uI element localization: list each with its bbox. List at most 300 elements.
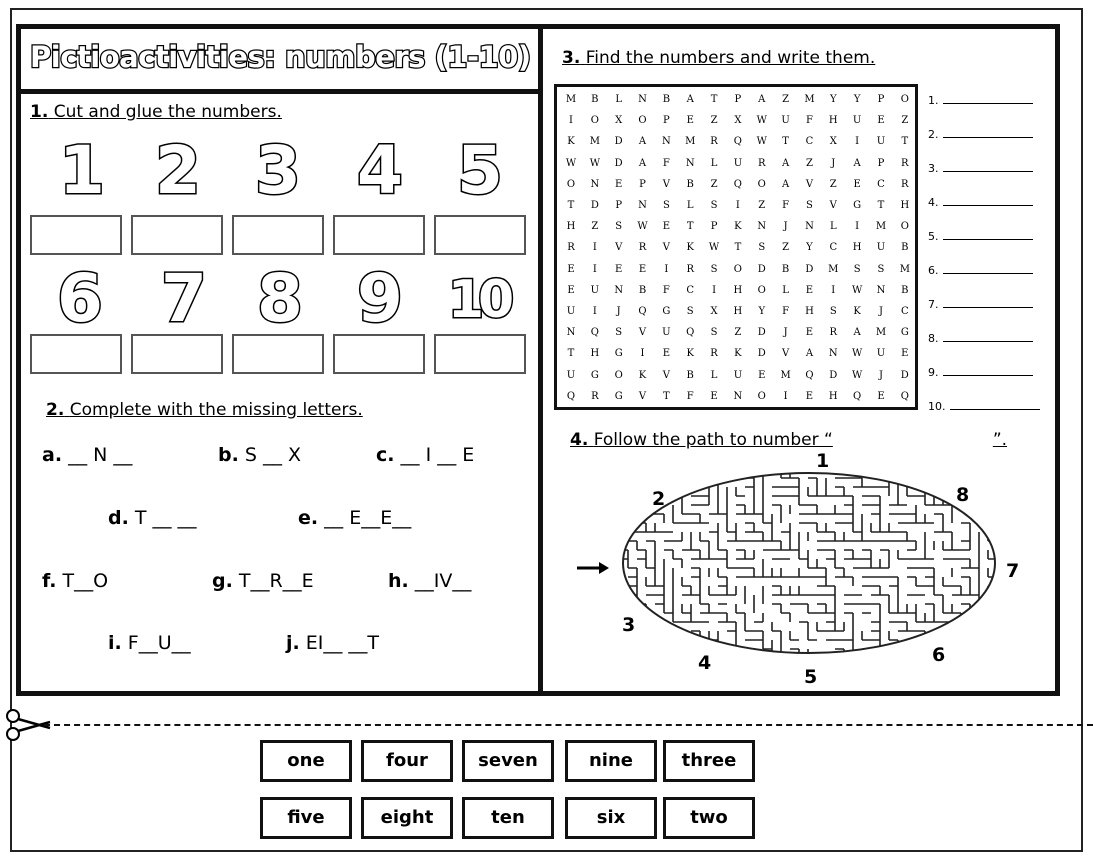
word-search-letter[interactable]: H — [900, 200, 910, 211]
word-search-letter[interactable]: P — [639, 178, 646, 190]
word-search-letter[interactable]: O — [900, 221, 909, 233]
word-search-letter[interactable]: D — [614, 157, 623, 169]
word-search-letter[interactable]: J — [783, 221, 788, 233]
word-search-letter[interactable]: I — [783, 390, 788, 402]
word-search-letter[interactable]: B — [901, 242, 909, 254]
arrow-icon-head — [599, 562, 609, 574]
word-search-letter[interactable]: T — [710, 94, 718, 105]
word-search-letter[interactable]: K — [686, 348, 694, 360]
word-search-row — [561, 386, 915, 407]
word-search-letter[interactable]: Z — [782, 94, 790, 105]
word-search-letter[interactable]: N — [757, 221, 767, 233]
missing-item: b. S __ X — [218, 444, 302, 466]
word-search-letter[interactable]: O — [566, 178, 576, 190]
missing-item: j. EI__ __T — [286, 632, 380, 654]
word-search-letter[interactable]: W — [851, 369, 863, 381]
word-search-letter[interactable]: I — [592, 306, 597, 317]
word-search-letter[interactable]: P — [734, 94, 742, 105]
word-search-letter[interactable]: K — [734, 348, 742, 360]
word-search-row — [561, 216, 915, 237]
word-search-letter[interactable]: A — [758, 94, 766, 105]
word-search-letter[interactable]: Y — [806, 242, 813, 254]
word-search-letter[interactable]: S — [829, 306, 837, 317]
word-search-letter[interactable]: U — [566, 306, 576, 317]
word-search-letter[interactable]: S — [710, 263, 718, 275]
word-search-letter[interactable]: Z — [901, 115, 909, 127]
word-search-letter[interactable]: X — [615, 115, 623, 127]
answer-line[interactable]: 6. — [928, 264, 1033, 277]
number-10: 10 — [447, 270, 509, 330]
answer-line[interactable]: 5. — [928, 230, 1033, 243]
word-card[interactable]: two — [663, 797, 755, 839]
word-search-row — [561, 365, 915, 386]
word-search-letter[interactable]: C — [900, 306, 909, 317]
word-search-letter[interactable]: M — [899, 263, 910, 275]
answer-line[interactable]: 7. — [928, 298, 1033, 311]
word-search-letter[interactable]: R — [901, 157, 909, 169]
missing-item: i. F__U__ — [108, 632, 191, 654]
word-search-letter[interactable]: R — [686, 263, 694, 275]
word-search-letter[interactable]: B — [901, 284, 909, 296]
word-search-letter[interactable]: I — [735, 200, 740, 211]
word-search-letter[interactable]: S — [806, 200, 813, 211]
word-search-letter[interactable]: O — [757, 284, 766, 296]
word-search-letter[interactable]: Q — [686, 327, 695, 339]
word-search-letter[interactable]: O — [757, 390, 766, 402]
word-search-letter[interactable]: Z — [710, 178, 718, 190]
word-search-letter[interactable]: Z — [782, 242, 790, 254]
word-search-row — [561, 259, 915, 280]
word-search-letter[interactable]: N — [638, 94, 647, 105]
number-9: 9 — [357, 260, 403, 337]
word-search-letter[interactable]: N — [662, 136, 671, 148]
word-search-letter[interactable]: E — [805, 327, 814, 339]
section1-heading: 1. Cut and glue the numbers. — [30, 102, 282, 122]
word-search-letter[interactable]: W — [708, 242, 720, 254]
word-search-letter[interactable]: U — [566, 369, 576, 381]
word-search-letter[interactable]: S — [710, 200, 718, 211]
number-4: 4 — [357, 132, 403, 209]
word-search-letter[interactable]: E — [567, 263, 575, 275]
word-search-letter[interactable]: I — [569, 115, 573, 127]
word-search-letter[interactable]: K — [686, 242, 694, 254]
word-search-letter[interactable]: N — [828, 348, 838, 360]
word-search-letter[interactable]: P — [877, 157, 885, 169]
number-6: 6 — [57, 260, 103, 337]
word-search-letter[interactable]: M — [589, 136, 600, 148]
word-search-row — [561, 174, 915, 195]
word-search-letter[interactable]: U — [590, 284, 600, 296]
word-search-letter[interactable]: H — [733, 306, 743, 317]
word-search-letter[interactable]: S — [877, 263, 885, 275]
word-search-letter[interactable]: N — [805, 221, 814, 233]
word-search-letter[interactable]: V — [662, 178, 670, 190]
missing-item: e. __ E__E__ — [298, 507, 412, 529]
word-search-letter[interactable]: B — [781, 263, 790, 275]
word-search-letter[interactable]: F — [662, 157, 670, 169]
word-search-letter[interactable]: R — [757, 157, 766, 169]
word-search-letter[interactable]: U — [876, 242, 886, 254]
word-search-letter[interactable]: R — [829, 327, 838, 339]
maze-label-1: 1 — [816, 450, 830, 472]
word-search-letter[interactable]: T — [686, 221, 694, 233]
word-search-row — [561, 153, 915, 174]
word-search-letter[interactable]: G — [853, 200, 862, 211]
word-search-letter[interactable]: N — [614, 284, 624, 296]
word-search-letter[interactable]: X — [734, 115, 742, 127]
word-search-letter[interactable]: U — [781, 115, 790, 127]
word-search-letter[interactable]: N — [590, 178, 600, 190]
word-search-letter[interactable]: S — [710, 327, 718, 339]
word-search-letter[interactable]: D — [590, 200, 599, 211]
word-search-grid — [554, 84, 918, 410]
word-card[interactable]: five — [260, 797, 352, 839]
word-search-letter[interactable]: I — [592, 242, 597, 254]
maze-label-8: 8 — [956, 484, 970, 506]
word-search-letter[interactable]: S — [615, 221, 623, 233]
word-search-letter[interactable]: O — [733, 263, 742, 275]
word-search-letter[interactable]: E — [686, 115, 694, 127]
word-search-letter[interactable]: V — [615, 242, 623, 254]
word-search-letter[interactable]: K — [567, 136, 575, 148]
glue-box[interactable] — [30, 215, 122, 255]
word-search-letter[interactable]: V — [829, 200, 837, 211]
word-search-letter[interactable]: E — [615, 263, 623, 275]
word-search-letter[interactable]: T — [877, 200, 885, 211]
glue-box[interactable] — [333, 215, 425, 255]
word-search-letter[interactable]: H — [828, 390, 838, 402]
word-search-letter[interactable]: E — [805, 390, 814, 402]
word-search-letter[interactable]: H — [733, 284, 743, 296]
word-search-letter[interactable]: L — [710, 369, 718, 381]
missing-item: g. T__R__E — [212, 570, 314, 592]
word-search-letter[interactable]: M — [685, 136, 696, 148]
word-search-letter[interactable]: N — [566, 327, 576, 339]
word-search-letter[interactable]: J — [878, 369, 883, 381]
word-search-letter[interactable]: O — [614, 369, 623, 381]
maze-label-6: 6 — [932, 644, 946, 666]
word-search-row — [561, 280, 915, 301]
word-search-row — [561, 110, 915, 131]
number-1: 1 — [59, 132, 105, 209]
word-search-letter[interactable]: G — [900, 327, 909, 339]
word-search-letter[interactable]: I — [592, 263, 597, 275]
word-search-letter[interactable]: J — [616, 306, 621, 317]
word-search-letter[interactable]: P — [615, 200, 623, 211]
word-search-letter[interactable]: I — [664, 263, 669, 275]
word-search-letter[interactable]: Q — [638, 306, 647, 317]
word-search-letter[interactable]: G — [614, 390, 623, 402]
word-search-letter[interactable]: Z — [829, 178, 837, 190]
word-search-letter[interactable]: Q — [566, 390, 576, 402]
word-search-letter[interactable]: F — [686, 390, 694, 402]
word-search-letter[interactable]: E — [901, 348, 909, 360]
word-search-letter[interactable]: U — [876, 136, 886, 148]
word-search-letter[interactable]: K — [853, 306, 861, 317]
word-search-letter[interactable]: Y — [853, 94, 861, 105]
word-search-letter[interactable]: T — [567, 200, 575, 211]
word-search-letter[interactable]: Q — [733, 178, 742, 190]
word-search-letter[interactable]: E — [662, 348, 671, 360]
glue-box[interactable] — [232, 334, 324, 374]
answer-line[interactable]: 9. — [928, 366, 1033, 379]
word-search-letter[interactable]: E — [805, 284, 814, 296]
word-search-letter[interactable]: H — [852, 242, 862, 254]
word-search-letter[interactable]: E — [758, 369, 766, 381]
word-search-letter[interactable]: D — [757, 263, 766, 275]
glue-box[interactable] — [232, 215, 324, 255]
word-search-letter[interactable]: S — [853, 263, 861, 275]
word-search-letter[interactable]: J — [831, 157, 836, 169]
word-card[interactable]: seven — [462, 740, 554, 782]
word-search-letter[interactable]: G — [614, 348, 623, 360]
word-search-letter[interactable]: W — [637, 221, 648, 233]
word-search-letter[interactable]: F — [782, 200, 790, 211]
word-search-letter[interactable]: U — [733, 369, 743, 381]
word-search-letter[interactable]: K — [638, 369, 647, 381]
word-search-letter[interactable]: B — [662, 94, 671, 105]
word-search-letter[interactable]: M — [780, 369, 791, 381]
glue-box[interactable] — [131, 334, 223, 374]
word-search-letter[interactable]: V — [638, 390, 647, 402]
word-search-letter[interactable]: K — [734, 221, 742, 233]
word-search-letter[interactable]: A — [638, 157, 647, 169]
word-search-letter[interactable]: Z — [710, 115, 718, 127]
word-search-letter[interactable]: C — [829, 242, 838, 254]
word-search-letter[interactable]: G — [662, 306, 671, 317]
answer-line[interactable]: 3. — [928, 162, 1033, 175]
word-search-letter[interactable]: I — [640, 348, 645, 360]
word-search-letter[interactable]: E — [710, 390, 718, 402]
word-search-letter[interactable]: I — [855, 136, 860, 148]
word-search-letter[interactable]: C — [877, 178, 885, 190]
word-search-letter[interactable]: E — [615, 178, 623, 190]
missing-item: c. __ I __ E — [376, 444, 475, 466]
word-search-letter[interactable]: V — [662, 242, 670, 254]
word-search-letter[interactable]: U — [876, 348, 886, 360]
word-search-letter[interactable]: Q — [853, 390, 862, 402]
word-search-letter[interactable]: L — [615, 94, 622, 105]
maze-label-3: 3 — [622, 614, 636, 636]
word-search-letter[interactable]: C — [686, 284, 695, 296]
word-search-letter[interactable]: E — [567, 284, 575, 296]
word-search-letter[interactable]: L — [829, 221, 837, 233]
section2-heading: 2. Complete with the missing letters. — [46, 400, 363, 420]
word-search-letter[interactable]: A — [781, 178, 790, 190]
word-search-letter[interactable]: M — [828, 263, 839, 275]
word-search-letter[interactable]: R — [638, 242, 647, 254]
word-search-letter[interactable]: E — [662, 221, 671, 233]
word-search-letter[interactable]: B — [591, 94, 599, 105]
word-search-letter[interactable]: X — [710, 306, 718, 317]
word-search-letter[interactable]: W — [851, 348, 863, 360]
word-card[interactable]: eight — [361, 797, 453, 839]
word-search-row — [561, 89, 915, 110]
word-search-letter[interactable]: N — [638, 200, 647, 211]
word-card[interactable]: ten — [462, 797, 554, 839]
word-search-letter[interactable]: V — [781, 348, 790, 360]
word-search-letter[interactable]: B — [638, 284, 647, 296]
word-search-letter[interactable]: D — [829, 369, 838, 381]
word-search-letter[interactable]: Q — [590, 327, 599, 339]
missing-item: d. T __ __ — [108, 507, 197, 529]
column-divider — [538, 24, 543, 696]
answer-line[interactable]: 10. — [928, 400, 1040, 413]
glue-box[interactable] — [434, 215, 526, 255]
word-search-letter[interactable]: B — [686, 178, 694, 190]
word-search-letter[interactable]: F — [805, 115, 813, 127]
number-7: 7 — [161, 260, 207, 337]
word-search-letter[interactable]: H — [828, 115, 838, 127]
word-search-letter[interactable]: D — [805, 263, 814, 275]
answer-line[interactable]: 2. — [928, 128, 1033, 141]
word-search-letter[interactable]: L — [782, 284, 789, 296]
word-search-letter[interactable]: Q — [733, 136, 742, 148]
word-search-letter[interactable]: R — [901, 178, 909, 190]
word-search-letter[interactable]: E — [853, 178, 861, 190]
word-search-letter[interactable]: U — [733, 157, 743, 169]
word-search-letter[interactable]: E — [638, 263, 647, 275]
number-2: 2 — [155, 132, 201, 209]
word-search-letter[interactable]: P — [710, 221, 718, 233]
word-search-letter[interactable]: S — [615, 327, 623, 339]
word-card[interactable]: four — [361, 740, 453, 782]
glue-box[interactable] — [434, 334, 526, 374]
glue-box[interactable] — [131, 215, 223, 255]
word-search-letter[interactable]: O — [900, 94, 909, 105]
word-search-letter[interactable]: A — [638, 136, 647, 148]
maze-label-2: 2 — [652, 488, 666, 510]
word-search-letter[interactable]: W — [565, 157, 577, 169]
word-search-letter[interactable]: M — [875, 221, 887, 233]
word-search-letter[interactable]: J — [783, 327, 788, 339]
word-card[interactable]: nine — [565, 740, 657, 782]
glue-box[interactable] — [30, 334, 122, 374]
word-search-letter[interactable]: I — [831, 284, 836, 296]
word-search-letter[interactable]: Z — [758, 200, 766, 211]
word-search-letter[interactable]: R — [710, 348, 718, 360]
word-search-letter[interactable]: Y — [758, 306, 766, 317]
word-search-letter[interactable]: N — [876, 284, 886, 296]
word-search-letter[interactable]: A — [853, 157, 861, 169]
word-search-letter[interactable]: L — [686, 200, 694, 211]
word-search-letter[interactable]: O — [590, 115, 599, 127]
word-search-letter[interactable]: N — [685, 157, 695, 169]
word-search-letter[interactable]: I — [855, 221, 860, 233]
word-search-letter[interactable]: T — [567, 348, 575, 360]
word-search-letter[interactable]: W — [756, 136, 767, 148]
word-search-letter[interactable]: T — [663, 390, 670, 402]
answer-line[interactable]: 1. — [928, 94, 1033, 107]
word-search-letter[interactable]: O — [757, 178, 766, 190]
word-search-letter[interactable]: Y — [829, 94, 837, 105]
word-search-letter[interactable]: B — [686, 369, 694, 381]
word-search-letter[interactable]: W — [756, 115, 767, 127]
maze-label-5: 5 — [804, 666, 818, 688]
number-3: 3 — [255, 132, 301, 209]
word-search-row — [561, 322, 915, 343]
word-search-letter[interactable]: T — [901, 136, 909, 148]
word-search-letter[interactable]: H — [566, 221, 576, 233]
word-search-letter[interactable]: Z — [734, 327, 742, 339]
word-search-letter[interactable]: Q — [900, 390, 909, 402]
word-search-letter[interactable]: W — [589, 157, 600, 169]
word-search-letter[interactable]: R — [710, 136, 718, 148]
word-search-letter[interactable]: P — [877, 94, 885, 105]
word-search-letter[interactable]: P — [663, 115, 670, 127]
word-search-letter[interactable]: Z — [591, 221, 599, 233]
answer-line[interactable]: 8. — [928, 332, 1033, 345]
word-search-letter[interactable]: R — [591, 390, 599, 402]
word-search-letter[interactable]: E — [877, 390, 885, 402]
word-search-letter[interactable]: G — [590, 369, 599, 381]
word-search-letter[interactable]: R — [567, 242, 575, 254]
word-search-letter[interactable]: U — [662, 327, 671, 339]
word-search-row — [561, 237, 915, 258]
word-search-letter[interactable]: V — [638, 327, 647, 339]
word-search-letter[interactable]: O — [638, 115, 647, 127]
word-card[interactable]: three — [663, 740, 755, 782]
word-search-letter[interactable]: J — [878, 306, 883, 317]
word-search-letter[interactable]: S — [662, 200, 670, 211]
word-search-letter[interactable]: M — [804, 94, 815, 105]
word-search-letter[interactable]: I — [712, 284, 717, 296]
word-card[interactable]: six — [565, 797, 657, 839]
word-search-letter[interactable]: D — [757, 327, 766, 339]
word-search-letter[interactable]: X — [829, 136, 837, 148]
missing-item: a. __ N __ — [42, 444, 133, 466]
word-search-letter[interactable]: U — [852, 115, 862, 127]
glue-box[interactable] — [333, 334, 425, 374]
maze-label-7: 7 — [1006, 560, 1020, 582]
word-search-letter[interactable]: Z — [805, 157, 813, 169]
word-search-letter[interactable]: N — [733, 390, 743, 402]
word-search-letter[interactable]: D — [757, 348, 766, 360]
word-search-letter[interactable]: A — [853, 327, 861, 339]
word-search-letter[interactable]: F — [782, 306, 790, 317]
word-search-letter[interactable]: Q — [805, 369, 814, 381]
word-search-letter[interactable]: A — [805, 348, 814, 360]
word-search-letter[interactable]: T — [782, 136, 789, 148]
answer-line[interactable]: 4. — [928, 196, 1033, 209]
word-search-letter[interactable]: D — [900, 369, 909, 381]
word-search-letter[interactable]: T — [734, 242, 742, 254]
word-search-letter[interactable]: C — [805, 136, 814, 148]
word-search-letter[interactable]: H — [590, 348, 600, 360]
word-search-letter[interactable]: M — [565, 94, 577, 105]
number-8: 8 — [257, 260, 303, 337]
number-5: 5 — [457, 132, 503, 209]
word-search-row — [561, 131, 915, 152]
word-search-letter[interactable]: V — [662, 369, 670, 381]
word-search-letter[interactable]: A — [686, 94, 694, 105]
word-search-letter[interactable]: F — [662, 284, 670, 296]
word-search-letter[interactable]: A — [781, 157, 790, 169]
missing-item: h. __IV__ — [388, 570, 472, 592]
word-search-letter[interactable]: H — [805, 306, 814, 317]
word-search-letter[interactable]: D — [614, 136, 623, 148]
word-search-letter[interactable]: M — [875, 327, 887, 339]
word-search-letter[interactable]: E — [877, 115, 885, 127]
word-search-letter[interactable]: S — [686, 306, 694, 317]
word-search-letter[interactable]: V — [805, 178, 814, 190]
word-search-letter[interactable]: L — [710, 157, 718, 169]
word-card[interactable]: one — [260, 740, 352, 782]
word-search-letter[interactable]: S — [758, 242, 766, 254]
cut-line — [44, 724, 1093, 726]
word-search-letter[interactable]: W — [851, 284, 863, 296]
missing-item: f. T__O — [42, 570, 109, 592]
